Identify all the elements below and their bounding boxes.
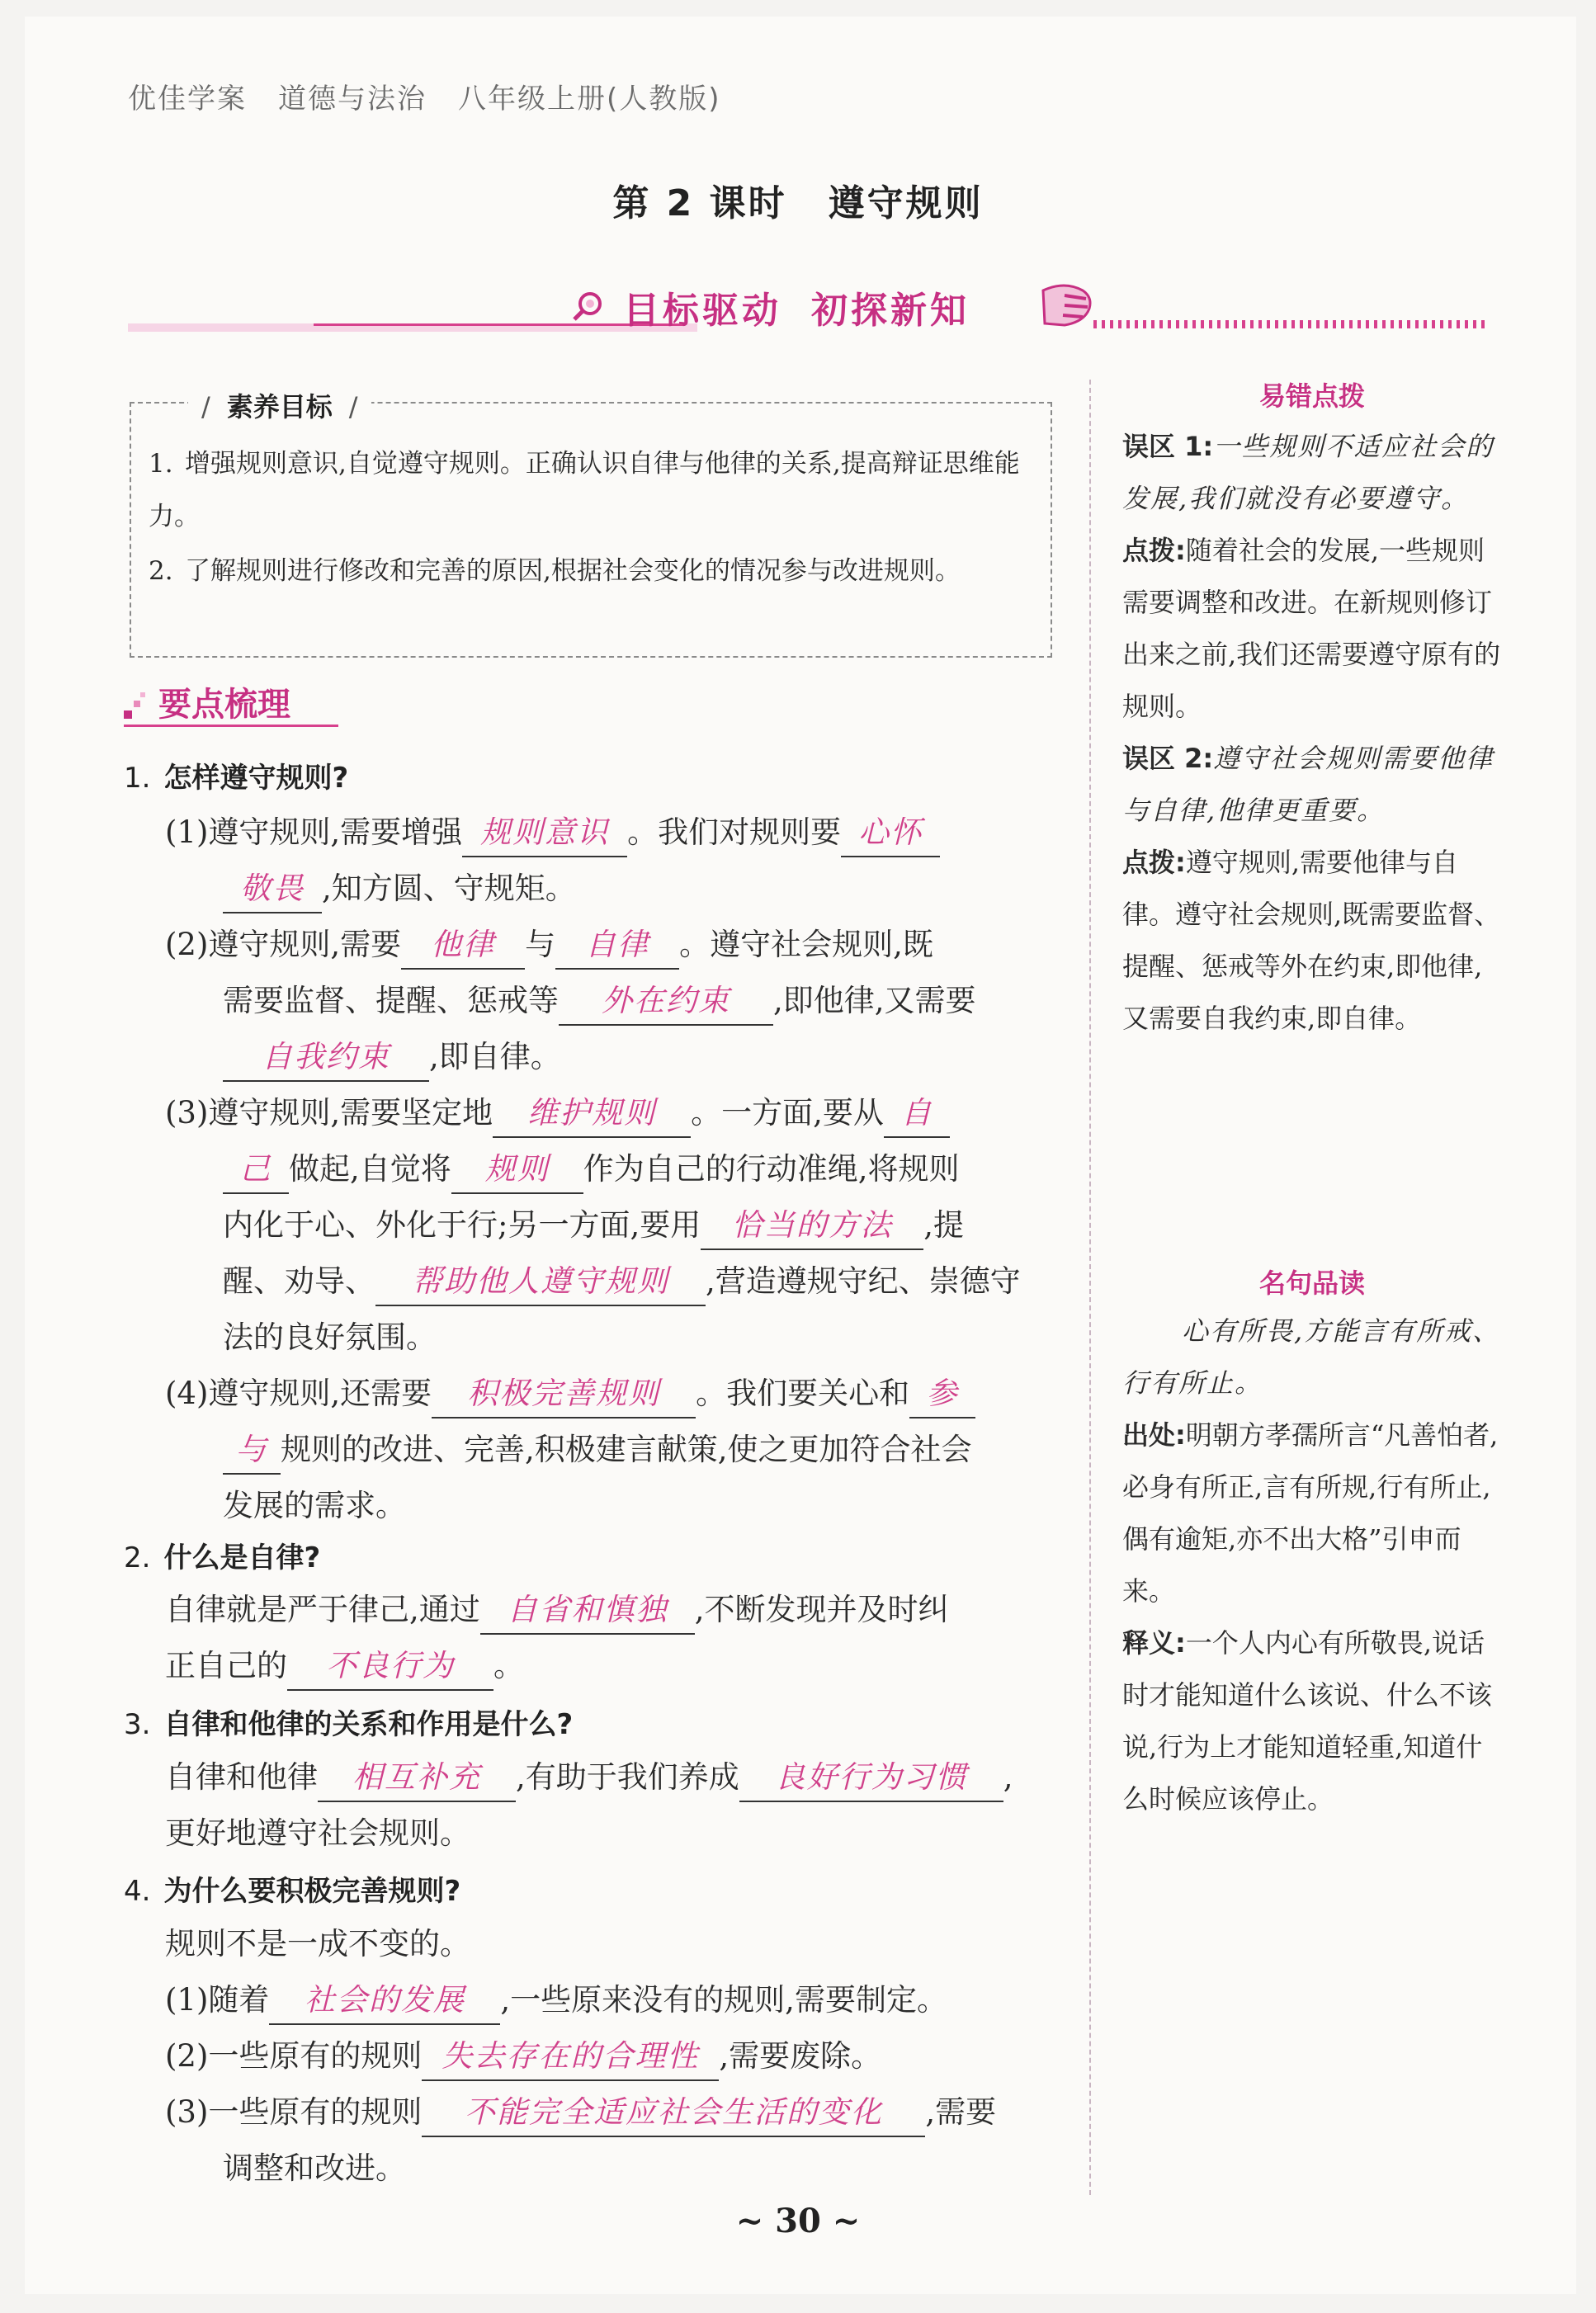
fill-blank: 恰当的方法 — [701, 1202, 923, 1250]
quote-meaning: 释义:一个人内心有所敬畏,说话时才能知道什么该说、什么不该说,行为上才能知道轻重,知道什么时候应该停止。 — [1122, 1627, 1493, 1815]
pointing-hand-icon — [1040, 279, 1098, 332]
question-title: 为什么要积极完善规则? — [163, 1875, 461, 1908]
mistakes-heading: 易错点拨 — [1258, 380, 1365, 412]
answer-paragraph: 更好地遵守社会规则。 — [165, 1815, 470, 1851]
goal-text: 增强规则意识,自觉遵守规则。正确认识自律与他律的关系,提高辩证思维能力。 — [149, 449, 1020, 531]
fill-blank: 自律 — [555, 922, 679, 970]
question-title: 怎样遵守规则? — [163, 762, 349, 795]
sidebar-divider — [1089, 380, 1091, 2195]
answer-paragraph: (4)遵守规则,还需要 积极完善规则 。我们要关心和 参 — [165, 1366, 1056, 1422]
question-heading — [124, 755, 348, 795]
answer-paragraph: (3)一些原有的规则 不能完全适应社会生活的变化 ,需要 — [165, 2084, 1056, 2141]
goal-num: 1. — [149, 449, 173, 479]
fill-blank: 相互补充 — [318, 1754, 516, 1802]
answer-paragraph: 己 做起,自觉将 规则 作为自己的行动准绳,将规则 — [223, 1141, 1056, 1197]
fill-blank: 不能完全适应社会生活的变化 — [422, 2089, 925, 2137]
fill-blank: 维护规则 — [493, 1090, 691, 1138]
lesson-title — [0, 173, 1596, 226]
question-num: 4. — [124, 1875, 151, 1908]
fill-blank: 心怀 — [841, 810, 940, 857]
quote-heading: 名句品读 — [1258, 1267, 1365, 1299]
running-header — [128, 76, 753, 116]
fill-blank: 规则 — [451, 1146, 583, 1194]
mistake-tip: 点拨:遵守规则,需要他律与自律。遵守社会规则,既需要监督、提醒、惩戒等外在约束,即他律,又需要自我约束,即自律。 — [1122, 847, 1501, 1034]
section-banner — [128, 272, 1490, 338]
fill-blank: 不良行为 — [287, 1643, 493, 1691]
heading-underline — [124, 725, 338, 727]
fill-blank: 失去存在的合理性 — [422, 2033, 719, 2081]
answer-paragraph: (1)遵守规则,需要增强 规则意识 。我们对规则要 心怀 — [165, 805, 1056, 861]
quote-text: 心有所畏,方能言有所戒、行有所止。 — [1122, 1315, 1501, 1399]
fill-blank: 敬畏 — [223, 866, 322, 913]
banner-right: 初探新知 — [811, 290, 970, 332]
question-title: 什么是自律? — [163, 1541, 321, 1574]
fill-blank: 规则意识 — [462, 810, 627, 857]
header-brand: 优佳学案 — [128, 83, 247, 116]
banner-text — [623, 281, 970, 333]
answer-paragraph: 醒、劝导、 帮助他人遵守规则 ,营造遵规守纪、崇德守 — [223, 1253, 1056, 1310]
question-title: 自律和他律的关系和作用是什么? — [163, 1708, 574, 1741]
answer-paragraph: (1)随着 社会的发展 ,一些原来没有的规则,需要制定。 — [165, 1972, 1056, 2028]
question-heading — [124, 1868, 460, 1909]
header-subject: 道德与法治 — [278, 83, 427, 116]
fill-blank: 与 — [223, 1427, 281, 1475]
question-num: 3. — [124, 1708, 151, 1741]
mistake-tip: 点拨:随着社会的发展,一些规则需要调整和改进。在新规则修订出来之前,我们还需要遵守原有的规则。 — [1122, 535, 1501, 722]
fill-blank: 参 — [909, 1371, 975, 1418]
answer-paragraph: 敬畏 ,知方圆、守规矩。 — [223, 861, 1056, 917]
fill-blank: 社会的发展 — [269, 1977, 500, 2025]
answer-paragraph: (2)遵守规则,需要 他律 与 自律 。遵守社会规则,既 — [165, 917, 1056, 973]
answer-paragraph: 自律和他律 相互补充 ,有助于我们养成 良好行为习惯 , — [165, 1749, 1056, 1806]
header-grade: 八年级上册(人教版) — [458, 83, 721, 116]
fill-blank: 自我约束 — [223, 1034, 429, 1082]
answer-paragraph: (2)一些原有的规则 失去存在的合理性 ,需要废除。 — [165, 2028, 1056, 2084]
fill-blank: 自省和慎独 — [480, 1587, 695, 1635]
question-heading — [124, 1535, 320, 1575]
goal-item — [149, 437, 1036, 543]
lesson-part: 第 2 课时 — [612, 182, 787, 224]
answer-paragraph: 正自己的 不良行为 。 — [165, 1638, 1056, 1694]
fill-blank: 良好行为习惯 — [739, 1754, 1003, 1802]
answer-paragraph: 需要监督、提醒、惩戒等 外在约束 ,即他律,又需要 — [223, 973, 1056, 1029]
magnifier-icon — [572, 289, 605, 322]
banner-left: 目标驱动 — [623, 290, 781, 332]
fill-blank: 自 — [884, 1090, 950, 1138]
answer-paragraph: (3)遵守规则,需要坚定地 维护规则 。一方面,要从 自 — [165, 1085, 1056, 1141]
fill-blank: 帮助他人遵守规则 — [375, 1258, 706, 1306]
mistake-note: 误区 2:遵守社会规则需要他律与自律,他律更重要。 — [1122, 743, 1494, 826]
page-number: ~ 30 ~ — [735, 2202, 861, 2240]
question-num: 2. — [124, 1541, 151, 1574]
goals-title: / 素养目标 / — [188, 386, 371, 424]
answer-paragraph: 法的良好氛围。 — [223, 1319, 437, 1355]
banner-dots — [1093, 320, 1490, 328]
question-num: 1. — [124, 762, 151, 795]
key-points-title: 要点梳理 — [158, 686, 290, 724]
fill-blank: 他律 — [401, 922, 525, 970]
answer-paragraph: 自我约束 ,即自律。 — [223, 1029, 1056, 1085]
goal-item — [149, 545, 1036, 597]
quote-source: 出处:明朝方孝孺所言“凡善怕者,必身有所正,言有所规,行有所止,偶有逾矩,亦不出大格”引申而来。 — [1122, 1419, 1499, 1607]
goal-num: 2. — [149, 556, 173, 586]
key-points-heading — [124, 678, 290, 725]
answer-paragraph: 调整和改进。 — [223, 2150, 406, 2186]
bullet-squares-icon — [124, 692, 147, 720]
question-heading — [124, 1702, 573, 1742]
answer-paragraph: 内化于心、外化于行;另一方面,要用 恰当的方法 ,提 — [223, 1197, 1056, 1253]
answer-paragraph: 与 规则的改进、完善,积极建言献策,使之更加符合社会 — [223, 1422, 1056, 1478]
fill-blank: 积极完善规则 — [432, 1371, 696, 1418]
answer-paragraph: 规则不是一成不变的。 — [165, 1926, 470, 1961]
lesson-name: 遵守规则 — [828, 182, 984, 224]
goal-text: 了解规则进行修改和完善的原因,根据社会变化的情况参与改进规则。 — [185, 556, 961, 586]
mistake-note: 误区 1:一些规则不适应社会的发展,我们就没有必要遵守。 — [1122, 431, 1494, 514]
fill-blank: 己 — [223, 1146, 289, 1194]
fill-blank: 外在约束 — [559, 978, 773, 1026]
answer-paragraph: 自律就是严于律己,通过 自省和慎独 ,不断发现并及时纠 — [165, 1582, 1056, 1638]
answer-paragraph: 发展的需求。 — [223, 1488, 406, 1523]
